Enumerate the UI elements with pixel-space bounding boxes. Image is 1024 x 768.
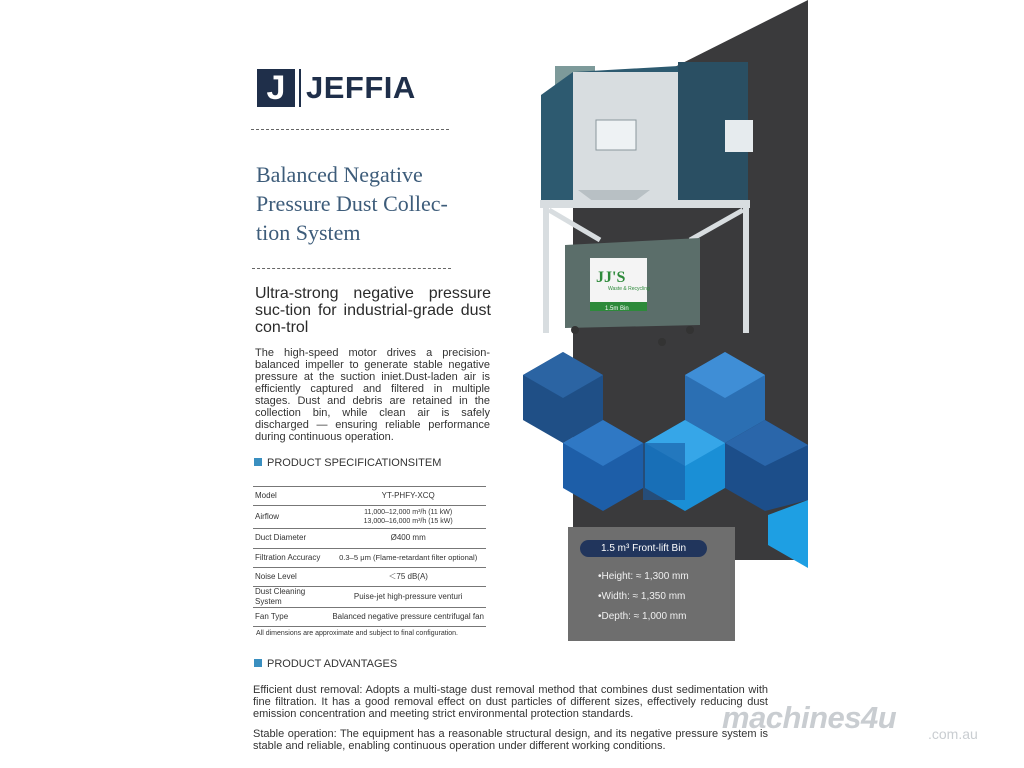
advantage-item: Efficient dust removal: Adopts a multi-stage dust removal method that combines dust sedimentation with fine filtration. It has a good removal effect on dust particles of different sizes, effectively reducing dust emission concentration and meeting strict environmental protection standards. bbox=[253, 684, 768, 720]
bin-width: •Width: ≈ 1,350 mm bbox=[598, 591, 686, 602]
subtitle: Ultra-strong negative pressure suc-tion for industrial-grade dust con-trol bbox=[255, 285, 491, 336]
table-row: Fan Type Balanced negative pressure centrifugal fan bbox=[253, 607, 486, 626]
description: The high-speed motor drives a precision-balanced impeller to generate stable negative pressure at the suction iniet.Dust-laden air is efficiently captured and filtered in multiple stages. Dust and debris are retained in the collection bin, while clean air is safely discharged — ensuring reliable performance during continuous operation. bbox=[255, 347, 490, 443]
bin-label-text: Waste & Recycling bbox=[608, 286, 650, 292]
advantages-heading: PRODUCT ADVANTAGES bbox=[254, 658, 397, 670]
table-row: Dust Cleaning System Puise-jet high-pressure venturi bbox=[253, 586, 486, 607]
brand-name: JEFFIA bbox=[306, 70, 416, 105]
table-row: Noise Level ＜75 dB(A) bbox=[253, 567, 486, 586]
brand-logo-mark: J bbox=[257, 69, 295, 107]
watermark-logo: machines4u bbox=[722, 700, 897, 735]
bin-title-pill: 1.5 m³ Front-lift Bin bbox=[580, 540, 707, 557]
bin-label-brand: JJ'S bbox=[596, 269, 626, 286]
advantage-item: Stable operation: The equipment has a reasonable structural design, and its negative pressure system is stable and reliable, enabling continuous operation under different working conditions. bbox=[253, 728, 768, 752]
table-row: Duct Diameter Ø400 mm bbox=[253, 528, 486, 548]
page-title: Balanced Negative Pressure Dust Collec- tion System bbox=[256, 162, 448, 245]
table-row: Filtration Accuracy 0.3–5 μm (Flame-retardant filter optional) bbox=[253, 548, 486, 567]
table-row: Model YT-PHFY-XCQ bbox=[253, 487, 486, 505]
watermark-domain: .com.au bbox=[928, 726, 978, 742]
bin-height: •Height: ≈ 1,300 mm bbox=[598, 571, 689, 582]
table-row: Airflow 11,000–12,000 m³/h (11 kW) 13,000–16,000 m³/h (15 kW) bbox=[253, 505, 486, 528]
bin-info-box bbox=[568, 527, 735, 641]
bin-depth: •Depth: ≈ 1,000 mm bbox=[598, 611, 687, 622]
spec-note: All dimensions are approximate and subject to final configuration. bbox=[256, 630, 458, 637]
spec-heading: PRODUCT SPECIFICATIONSITEM bbox=[254, 457, 441, 469]
bin-label-size: 1.5m Bin bbox=[605, 306, 629, 312]
